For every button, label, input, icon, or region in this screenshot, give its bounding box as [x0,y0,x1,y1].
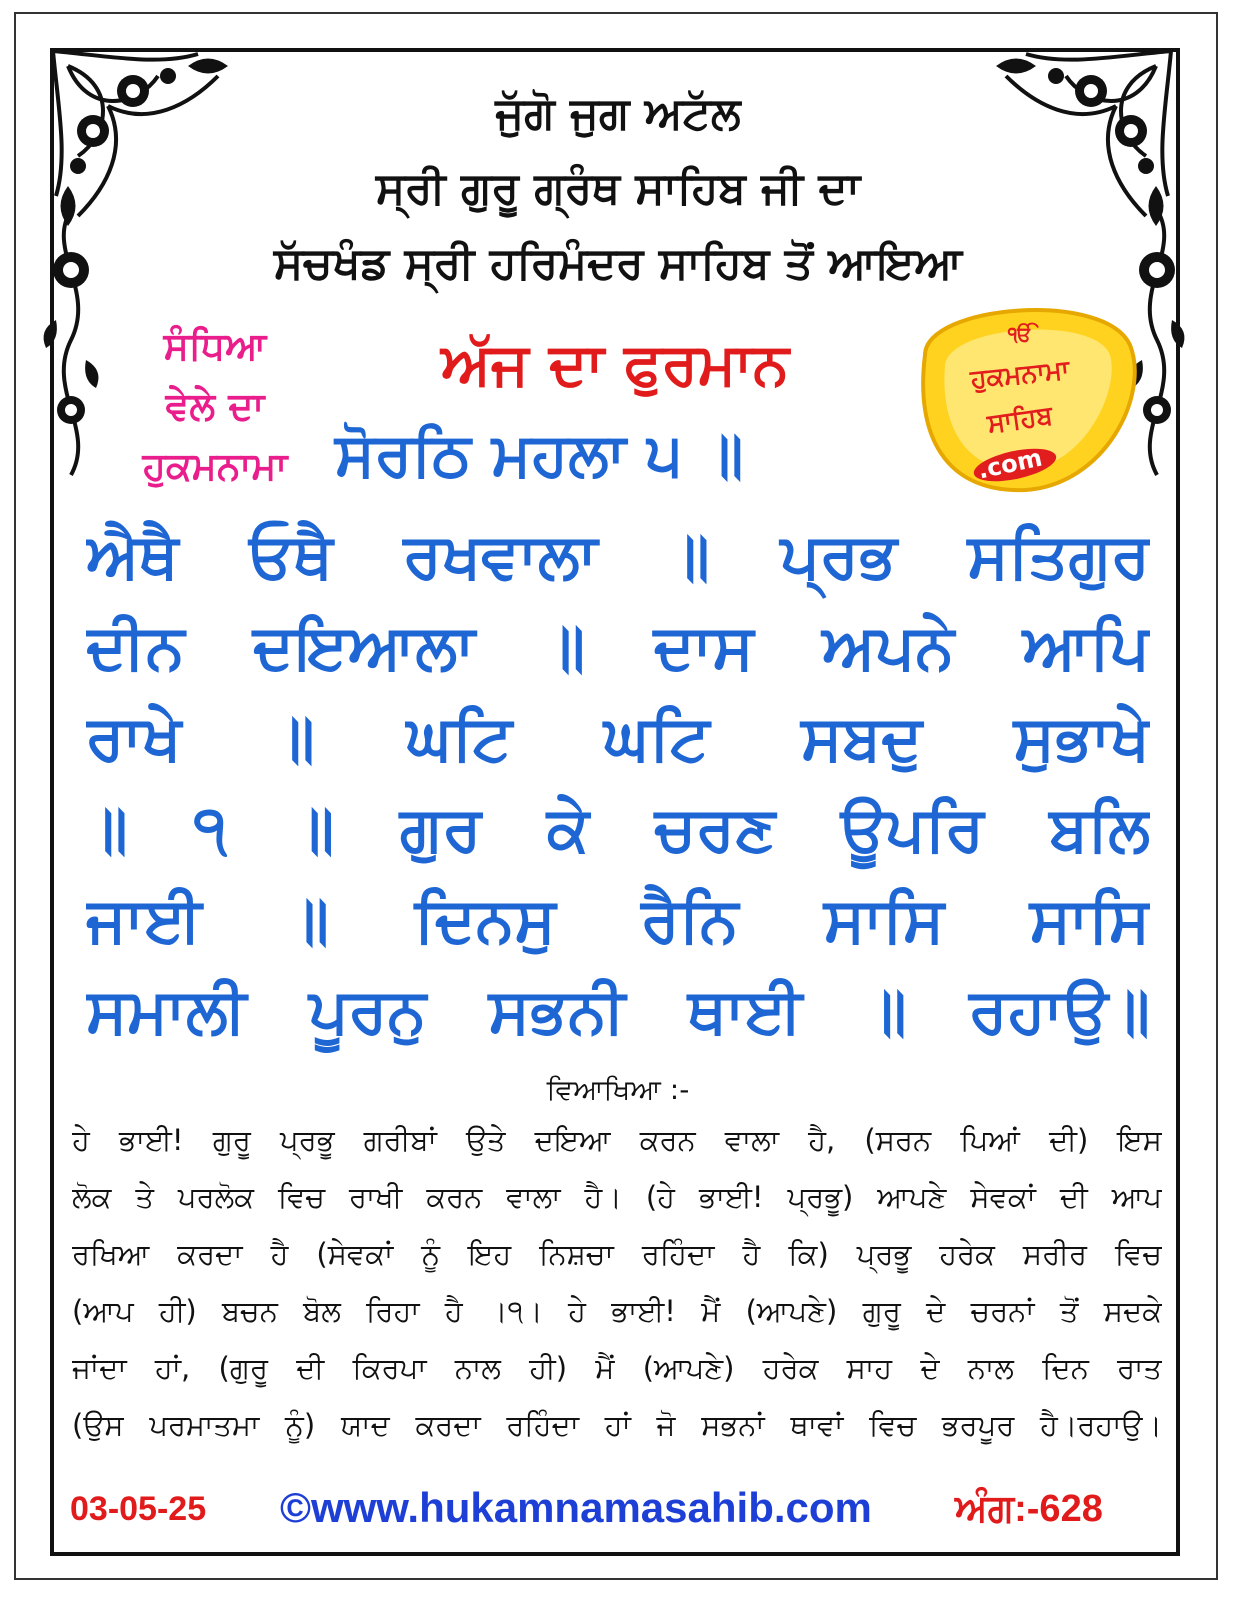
raag-heading: ਸੋਰਠਿ ਮਹਲਾ ੫ ॥ [335,420,744,490]
explanation-line: (ਉਸ ਪਰਮਾਤਮਾ ਨੂੰ) ਯਾਦ ਕਰਦਾ ਰਹਿੰਦਾ ਹਾਂ ਜੋ ਸਭਨਾਂ ਥਾਵਾਂ ਵਿਚ ਭਰਪੂਰ ਹੈ।ਰਹਾਉ। [72,1408,1162,1442]
website-link[interactable]: ©www.hukamnamasahib.com [280,1484,872,1531]
side-label-line-3: ਹੁਕਮਨਾਮਾ [142,444,288,488]
explanation-line: ਲੋਕ ਤੇ ਪਰਲੋਕ ਵਿਚ ਰਾਖੀ ਕਰਨ ਵਾਲਾ ਹੈ। (ਹੇ ਭਾਈ! ਪ੍ਰਭੂ) ਆਪਣੇ ਸੇਵਕਾਂ ਦੀ ਆਪ [72,1180,1162,1214]
explanation-line: ਰਖਿਆ ਕਰਦਾ ਹੈ (ਸੇਵਕਾਂ ਨੂੰ ਇਹ ਨਿਸ਼ਚਾ ਰਹਿੰਦਾ ਹੈ ਕਿ) ਪ੍ਰਭੂ ਹਰੇਕ ਸਰੀਰ ਵਿਚ [72,1237,1162,1271]
explanation-text [72,1112,1162,1454]
explanation-line: ਜਾਂਦਾ ਹਾਂ, (ਗੁਰੂ ਦੀ ਕਿਰਪਾ ਨਾਲ ਹੀ) ਮੈਂ (ਆਪਣੇ) ਹਰੇਕ ਸਾਹ ਦੇ ਨਾਲ ਦਿਨ ਰਾਤ [72,1351,1162,1385]
explanation-line: ਹੇ ਭਾਈ! ਗੁਰੂ ਪ੍ਰਭੂ ਗਰੀਬਾਂ ਉਤੇ ਦਇਆ ਕਰਨ ਵਾਲਾ ਹੈ, (ਸਰਨ ਪਿਆਂ ਦੀ) ਇਸ [72,1123,1162,1157]
date-label: 03-05-25 [70,1490,207,1528]
logo-text-line-3: .com [975,443,1045,485]
explanation-line: (ਆਪ ਹੀ) ਬਚਨ ਬੋਲ ਰਿਹਾ ਹੈ ।੧। ਹੇ ਭਾਈ! ਮੈਂ (ਆਪਣੇ) ਗੁਰੂ ਦੇ ਚਰਨਾਂ ਤੋਂ ਸਦਕੇ [72,1294,1162,1328]
gurbani-line: ਦੀਨ ਦਇਆਲਾ ॥ ਦਾਸ ਅਪਨੇ ਆਪਿ [86,610,1150,683]
gurbani-line: ਸਮਾਲੀ ਪੂਰਨੁ ਸਭਨੀ ਥਾਈ ॥ ਰਹਾਉ॥ [86,974,1150,1047]
ang-page-number: ਅੰਗ:-628 [955,1488,1103,1530]
logo-text-line-2: ਸਾਹਿਬ [985,400,1055,440]
side-label-line-2: ਵੇਲੇ ਦਾ [165,384,265,428]
gurbani-line: ॥ ੧ ॥ ਗੁਰ ਕੇ ਚਰਣ ਊਪਰਿ ਬਲਿ [86,792,1150,865]
gurbani-verse [86,510,1150,1056]
header-line-3: ਸੱਚਖੰਡ ਸ੍ਰੀ ਹਰਿਮੰਦਰ ਸਾਹਿਬ ਤੋਂ ਆਇਆ [273,238,963,289]
gurbani-line: ਜਾਈ ॥ ਦਿਨਸੁ ਰੈਨਿ ਸਾਸਿ ਸਾਸਿ [86,883,1150,956]
gurbani-line: ਰਾਖੇ ॥ ਘਟਿ ਘਟਿ ਸਬਦੁ ਸੁਭਾਖੇ [86,701,1150,774]
header-line-2: ਸ੍ਰੀ ਗੁਰੂ ਗ੍ਰੰਥ ਸਾਹਿਬ ਜੀ ਦਾ [375,163,861,214]
side-label-line-1: ਸੰਧਿਆ [163,324,267,368]
gurbani-line: ਐਥੈ ਓਥੈ ਰਖਵਾਲਾ ॥ ਪ੍ਰਭ ਸਤਿਗੁਰ [86,519,1150,592]
todays-edict-title: ਅੱਜ ਦਾ ਫੁਰਮਾਨ [441,330,789,398]
logo-text-line-1: ਹੁਕਮਨਾਮਾ [969,354,1071,396]
header-line-1: ਜੁੱਗੋ ਜੁਗ ਅਟੱਲ [495,88,741,139]
vyakhya-label: ਵਿਆਖਿਆ :- [546,1073,690,1106]
logo-onkar-symbol: ੴ [1007,322,1033,346]
